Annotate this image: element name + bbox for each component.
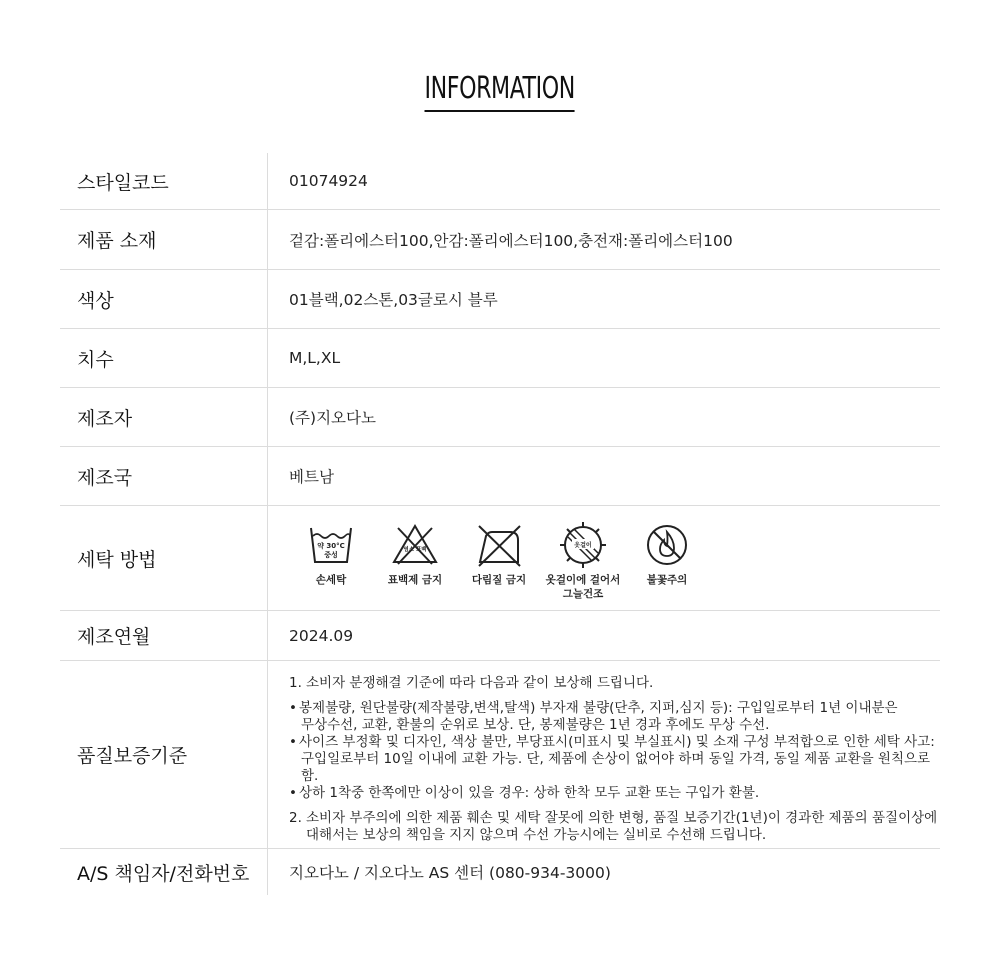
- hang-dry-shade-icon: [560, 522, 606, 568]
- paragraph-text: 소비자 부주의에 의한 제품 훼손 및 세탁 잘못에 의한 변형, 품질 보증기간(1년)이 경과한 제품의 품질이상에: [306, 810, 938, 826]
- care-item: [625, 522, 709, 587]
- list-item: [289, 785, 940, 802]
- list-item: [289, 700, 940, 734]
- table-row: [60, 611, 940, 661]
- care-item: [457, 522, 541, 587]
- care-label: 옷걸이에 걸어서 그늘건조: [545, 574, 621, 600]
- icon-text: 염소 표백: [403, 547, 427, 553]
- table-row: [60, 329, 940, 388]
- warranty-text: [268, 661, 940, 848]
- row-value: (주)지오다노: [289, 409, 376, 427]
- row-value: 01074924: [289, 172, 368, 190]
- icon-text: 옷걸이: [574, 542, 592, 549]
- row-value: 베트남: [289, 468, 334, 486]
- paragraph-number: 2.: [289, 810, 302, 826]
- care-item: [289, 522, 373, 587]
- list-item: [289, 734, 940, 785]
- row-label: 제조연월: [60, 611, 268, 660]
- table-row: [60, 153, 940, 210]
- page-title: INFORMATION: [425, 72, 575, 112]
- row-label: 품질보증기준: [60, 661, 268, 848]
- row-label: 제조국: [60, 447, 268, 505]
- row-value: 지오다노 / 지오다노 AS 센터 (080-934-3000): [289, 864, 611, 882]
- row-value: 2024.09: [289, 626, 354, 645]
- paragraph-text: 소비자 분쟁해결 기준에 따라 다음과 같이 보상해 드립니다.: [306, 675, 654, 691]
- row-label: 치수: [60, 329, 268, 387]
- row-label: 제조자: [60, 388, 268, 446]
- row-label: 색상: [60, 270, 268, 328]
- row-label: A/S 책임자/전화번호: [60, 849, 268, 895]
- care-label: 다림질 금지: [471, 574, 527, 586]
- no-bleach-icon: [392, 522, 438, 568]
- row-value: 01블랙,02스톤,03글로시 블루: [289, 291, 498, 309]
- row-value: M,L,XL: [289, 349, 341, 367]
- table-row: [60, 506, 940, 611]
- bullet-line: • 봉제불량, 원단불량(제작불량,변색,탈색) 부자재 불량(단추, 지퍼,심지 등): 구입일로부터 1년 이내분은: [299, 700, 898, 716]
- icon-text: 중성: [324, 551, 338, 559]
- info-table: [60, 153, 940, 895]
- icon-text: 약 30°C: [317, 542, 345, 550]
- fire-caution-icon: [644, 522, 690, 568]
- bullet-line: • 상하 1착중 한쪽에만 이상이 있을 경우: 상하 한착 모두 교환 또는 구입가 환불.: [299, 785, 760, 801]
- paragraph-number: 1.: [289, 675, 302, 691]
- care-label: 손세탁: [315, 574, 347, 586]
- title-wrap: [0, 72, 1000, 112]
- table-row: [60, 210, 940, 270]
- table-row: [60, 388, 940, 447]
- row-label: 제품 소재: [60, 210, 268, 269]
- bullet-line: 무상수선, 교환, 환불의 순위로 보상. 단, 봉제불량은 1년 경과 후에도 무상 수선.: [301, 717, 770, 733]
- warranty-paragraph: [289, 810, 940, 844]
- bullet-line: • 사이즈 부정확 및 디자인, 색상 불만, 부당표시(미표시 및 부실표시) 및 소재 구성 부적합으로 인한 세탁 사고:: [299, 734, 935, 750]
- paragraph-text: 대해서는 보상의 책임을 지지 않으며 수선 가능시에는 실비로 수선해 드립니다.: [306, 827, 767, 843]
- bullet-line: 구입일로부터 10일 이내에 교환 가능. 단, 제품에 손상이 없어야 하며 동일 가격, 동일 제품 교환을 원칙으로 함.: [301, 751, 931, 784]
- table-row: [60, 270, 940, 329]
- care-label: 표백제 금지: [387, 574, 443, 586]
- hand-wash-30-icon: [308, 522, 354, 568]
- care-item: [541, 522, 625, 601]
- row-label: 스타일코드: [60, 153, 268, 209]
- care-symbols: [268, 506, 940, 610]
- row-value: 겉감:폴리에스터100,안감:폴리에스터100,충전재:폴리에스터100: [289, 231, 733, 250]
- table-row: [60, 849, 940, 895]
- table-row: [60, 447, 940, 506]
- warranty-bullets: [289, 700, 940, 802]
- no-iron-icon: [476, 522, 522, 568]
- care-label: 불꽃주의: [646, 574, 688, 586]
- warranty-paragraph: [289, 675, 940, 692]
- care-item: [373, 522, 457, 587]
- table-row: [60, 661, 940, 849]
- row-label: 세탁 방법: [60, 506, 268, 610]
